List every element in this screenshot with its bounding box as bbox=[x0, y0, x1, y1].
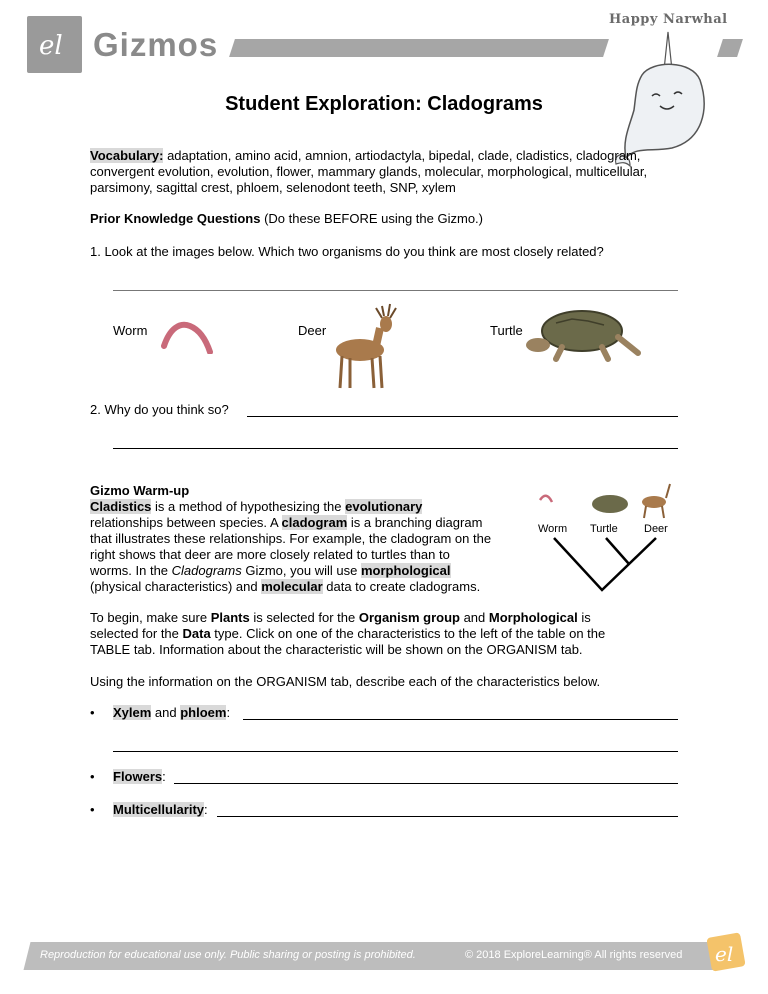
warmup-text-2: relationships between species. A bbox=[90, 515, 282, 530]
bullet-xylem-phloem bbox=[113, 705, 230, 720]
term-xylem: Xylem bbox=[113, 705, 152, 720]
warmup-text-7a: (physical characteristics) and bbox=[90, 579, 262, 594]
term-multicellularity: Multicellularity bbox=[113, 802, 205, 817]
cladogram-label-worm: Worm bbox=[538, 523, 568, 535]
cladogram-label-turtle: Turtle bbox=[590, 523, 618, 535]
term-phloem: phloem bbox=[180, 705, 227, 720]
bullet-multicellularity bbox=[113, 802, 208, 817]
turtle-icon bbox=[522, 305, 642, 365]
term-cladistics: Cladistics bbox=[90, 499, 152, 514]
begin-text-1g: is bbox=[577, 610, 591, 625]
term-evolutionary: evolutionary bbox=[345, 499, 423, 514]
cladogram-diagram bbox=[532, 472, 692, 602]
prior-knowledge-heading bbox=[90, 211, 680, 227]
begin-text-2c: type. Click on one of the characteristics to the left of the table on the bbox=[210, 626, 606, 641]
prior-heading-text: Prior Knowledge Questions bbox=[90, 211, 261, 226]
prior-note-text: (Do these BEFORE using the Gizmo.) bbox=[260, 211, 483, 226]
header-bar bbox=[229, 39, 609, 57]
begin-text-1a: To begin, make sure bbox=[90, 610, 211, 625]
describe-instruction: Using the information on the ORGANISM tab, describe each of the characteristics below. bbox=[90, 674, 601, 689]
page-title: Student Exploration: Cladograms bbox=[225, 93, 543, 115]
begin-text-3: TABLE tab. Information about the characteristic will be shown on the ORGANISM tab. bbox=[90, 642, 583, 657]
footer-reproduction-notice: Reproduction for educational use only. Public sharing or posting is prohibited. bbox=[40, 949, 416, 961]
answer-line-xylem-2[interactable] bbox=[113, 751, 678, 752]
bullet-colon-3: : bbox=[204, 802, 208, 817]
bullet-colon-1: : bbox=[226, 705, 231, 720]
organism-label-deer: Deer bbox=[298, 323, 327, 338]
answer-line-q1[interactable] bbox=[113, 290, 678, 291]
cladogram-deer-icon bbox=[642, 484, 670, 518]
bullet-colon-2: : bbox=[162, 769, 166, 784]
cladogram-label-deer: Deer bbox=[644, 523, 668, 535]
begin-text-1c: is selected for the bbox=[249, 610, 359, 625]
answer-line-q2-2[interactable] bbox=[113, 448, 678, 449]
footer-copyright: © 2018 ExploreLearning® All rights reserved bbox=[465, 949, 683, 961]
begin-text-2a: selected for the bbox=[90, 626, 183, 641]
warmup-text-6i: Cladograms bbox=[171, 563, 242, 578]
svg-text:el: el bbox=[38, 30, 63, 61]
warmup-text-7b: data to create cladograms. bbox=[322, 579, 481, 594]
term-molecular: molecular bbox=[261, 579, 323, 594]
warmup-text-3: is a branching diagram bbox=[347, 515, 483, 530]
watermark-text: Happy Narwhal bbox=[609, 12, 728, 27]
answer-line-q2-1[interactable] bbox=[247, 416, 678, 417]
term-flowers: Flowers bbox=[113, 769, 163, 784]
begin-data: Data bbox=[182, 626, 211, 641]
organism-label-worm: Worm bbox=[113, 323, 148, 338]
warmup-text-6b: Gizmo, you will use bbox=[241, 563, 361, 578]
bullet-dot-1: • bbox=[90, 705, 95, 720]
warmup-text-6a: worms. In the bbox=[90, 563, 172, 578]
warmup-text-5: right shows that deer are more closely related to turtles than to bbox=[90, 547, 450, 562]
vocabulary-label: Vocabulary: bbox=[90, 148, 164, 163]
begin-paragraph bbox=[90, 610, 680, 658]
begin-organism-group: Organism group bbox=[358, 610, 460, 625]
warmup-heading: Gizmo Warm-up bbox=[90, 483, 190, 498]
bullet-flowers bbox=[113, 769, 166, 784]
worm-icon bbox=[160, 318, 216, 354]
answer-line-multicellularity[interactable] bbox=[217, 816, 678, 817]
vocabulary-terms: adaptation, amino acid, amnion, artiodactyla, bipedal, clade, cladistics, cladogram, convergent evolution, evolution, flower, mammary glands, molecular, morphological, multicellular, parsimony, sagittal crest, phloem, selenodont teeth, SNP, xylem bbox=[90, 148, 648, 195]
warmup-text-1: is a method of hypothesizing the bbox=[151, 499, 346, 514]
begin-text-1e: and bbox=[459, 610, 489, 625]
cladogram-turtle-icon bbox=[592, 495, 628, 513]
gizmos-logo-box bbox=[27, 16, 82, 73]
explorelearning-logo-icon bbox=[705, 931, 747, 973]
bullet-and: and bbox=[151, 705, 181, 720]
warmup-paragraph bbox=[90, 483, 530, 595]
svg-text:el: el bbox=[715, 942, 734, 966]
warmup-text-4: that illustrates these relationships. For example, the cladogram on the bbox=[90, 531, 492, 546]
answer-line-flowers[interactable] bbox=[174, 783, 678, 784]
term-morphological: morphological bbox=[360, 563, 451, 578]
organism-label-turtle: Turtle bbox=[490, 323, 523, 338]
vocabulary-paragraph bbox=[90, 148, 680, 196]
answer-line-xylem-1[interactable] bbox=[243, 719, 678, 720]
brand-name: Gizmos bbox=[93, 26, 219, 63]
deer-icon bbox=[332, 302, 422, 392]
bullet-dot-2: • bbox=[90, 769, 95, 784]
cladogram-worm-icon bbox=[540, 496, 552, 502]
begin-morphological: Morphological bbox=[488, 610, 578, 625]
begin-plants: Plants bbox=[210, 610, 250, 625]
question-1: 1. Look at the images below. Which two organisms do you think are most closely related? bbox=[90, 244, 604, 259]
bullet-dot-3: • bbox=[90, 802, 95, 817]
term-cladogram: cladogram bbox=[281, 515, 348, 530]
el-logo-icon bbox=[35, 28, 75, 62]
question-2: 2. Why do you think so? bbox=[90, 402, 229, 417]
